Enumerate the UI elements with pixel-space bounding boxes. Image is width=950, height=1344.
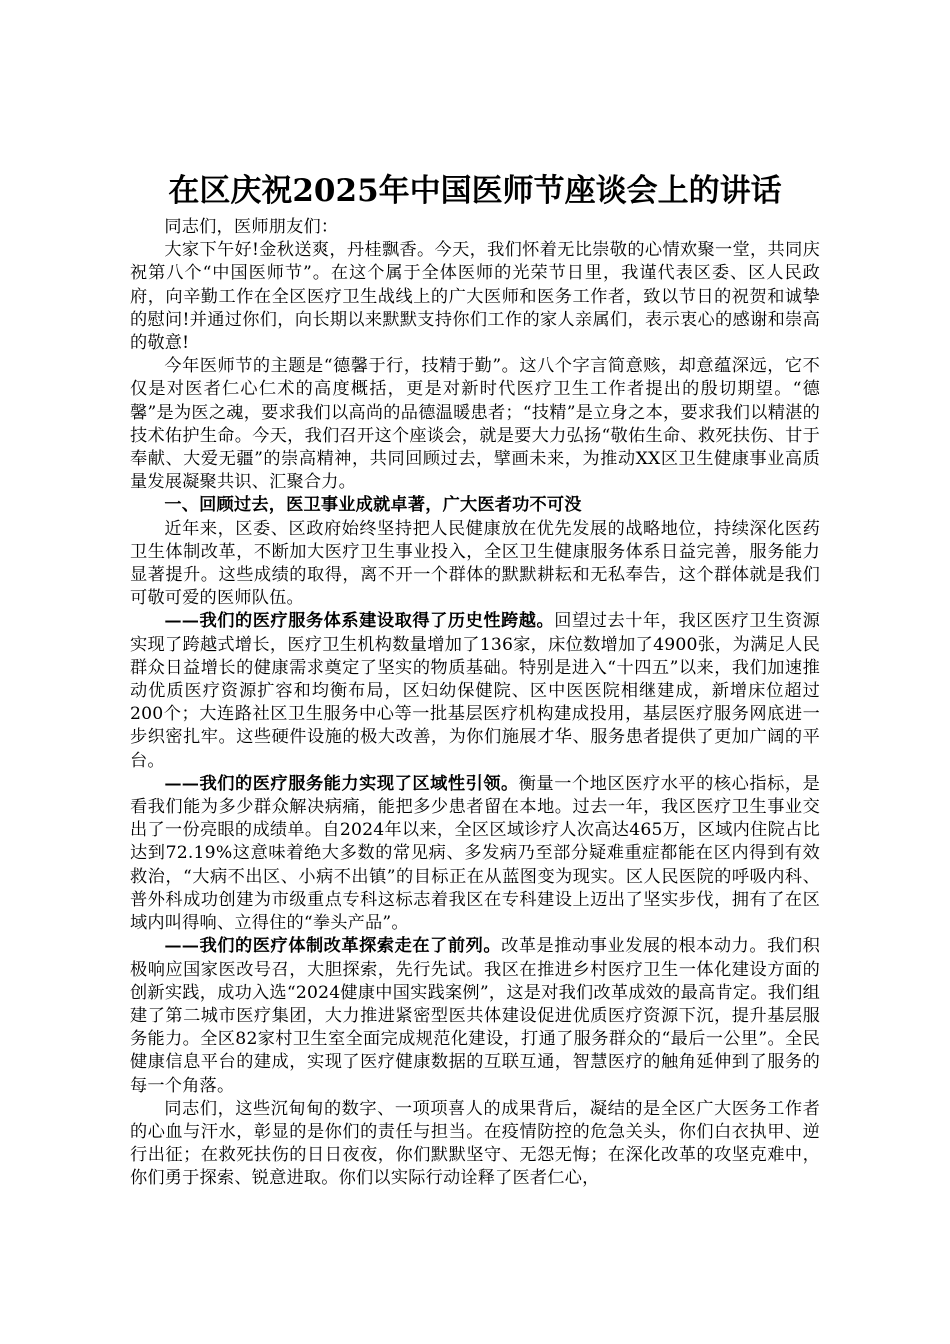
salutation: 同志们，医师朋友们： bbox=[164, 217, 339, 237]
title-suffix: 年中国医师节座谈会上的讲话 bbox=[378, 173, 782, 209]
paragraph-reform bbox=[130, 935, 820, 1097]
paragraph-service-system bbox=[130, 610, 820, 772]
paragraph-tribute: 同志们，这些沉甸甸的数字、一项项喜人的成果背后，凝结的是全区广大医务工作者的心血与汗水，彰显的是你们的责任与担当。在疫情防控的危急关头，你们白衣执甲、逆行出征；在救死扶伤的日日夜夜，你们默默坚守、无怨无悔；在深化改革的攻坚克难中，你们勇于探索、锐意进取。你们以实际行动诠释了医者仁心， bbox=[130, 1098, 820, 1189]
paragraph-overview: 近年来，区委、区政府始终坚持把人民健康放在优先发展的战略地位，持续深化医药卫生体制改革，不断加大医疗卫生事业投入，全区卫生健康服务体系日益完善，服务能力显著提升。这些成绩的取得，离不开一个群体的默默耕耘和无私奉告，这个群体就是我们可敬可爱的医师队伍。 bbox=[130, 518, 820, 609]
lead-reform: ——我们的医疗体制改革探索走在了前列。 bbox=[164, 936, 502, 957]
lead-service-capacity: ——我们的医疗服务能力实现了区域性引领。 bbox=[164, 773, 519, 794]
title-year: 2025 bbox=[292, 173, 379, 209]
paragraph-service-capacity bbox=[130, 773, 820, 935]
section-heading-1: 一、回顾过去，医卫事业成就卓著，广大医者功不可没 bbox=[164, 495, 582, 516]
document-page bbox=[130, 170, 820, 1191]
body-service-capacity: 衡量一个地区医疗水平的核心指标，是看我们能为多少群众解决病痛，能把多少患者留在本地。过去一年，我区医疗卫生事业交出了一份亮眼的成绩单。自2024年以来，全区区域诊疗人次高达465万，区域内住院占比达到72.19%这意味着绝大多数的常见病、多发病乃至部分疑难重症都能在区内得到有效救治，“大病不出区、小病不出镇”的目标正在从蓝图变为现实。区人民医院的呼吸内科、普外科成功创建为市级重点专科这标志着我区在专科建设上迈出了坚实步伐，拥有了在区域内叫得响、立得住的“拳头产品”。 bbox=[130, 773, 820, 934]
paragraph-theme: 今年医师节的主题是“德馨于行，技精于勤”。这八个字言简意赅，却意蕴深远，它不仅是对医者仁心仁术的高度概括，更是对新时代医疗卫生工作者提出的殷切期望。“德馨”是为医之魂，要求我们以高尚的品德温暖患者；“技精”是立身之本，要求我们以精湛的技术佑护生命。今天，我们召开这个座谈会，就是要大力弘扬“敬佑生命、救死扶伤、甘于奉献、大爱无疆”的崇高精神，共同回顾过去，擘画未来，为推动XX区卫生健康事业高质量发展凝聚共识、汇聚合力。 bbox=[130, 356, 820, 493]
lead-service-system: ——我们的医疗服务体系建设取得了历史性跨越。 bbox=[164, 611, 555, 632]
document-title bbox=[130, 170, 820, 212]
paragraph-greeting: 大家下午好!金秋送爽，丹桂飘香。今天，我们怀着无比崇敬的心情欢聚一堂，共同庆祝第八个“中国医师节”。在这个属于全体医师的光荣节日里，我谨代表区委、区人民政府，向辛勤工作在全区医疗卫生战线上的广大医师和医务工作者，致以节日的祝贺和诚挚的慰问!并通过你们，向长期以来默默支持你们工作的家人亲属们，表示衷心的感谢和崇高的敬意! bbox=[130, 240, 820, 354]
title-prefix: 在区庆祝 bbox=[168, 173, 293, 209]
body-service-system: 回望过去十年，我区医疗卫生资源实现了跨越式增长，医疗卫生机构数量增加了136家，床位数增加了4900张，为满足人民群众日益增长的健康需求奠定了坚实的物质基础。特别是进入“十四五”以来，我们加速推动优质医疗资源扩容和均衡布局，区妇幼保健院、区中医医院相继建成，新增床位超过200个；大连路社区卫生服务中心等一批基层医疗机构建成投用，基层医疗服务网底进一步织密扎牢。这些硬件设施的极大改善，为你们施展才华、服务患者提供了更加广阔的平台。 bbox=[130, 611, 820, 771]
body-reform: 改革是推动事业发展的根本动力。我们积极响应国家医改号召，大胆探索，先行先试。我区在推进乡村医疗卫生一体化建设方面的创新实践，成功入选“2024健康中国实践案例”，这是对我们改革成效的最高肯定。我们组建了第二城市医疗集团，大力推进紧密型医共体建设促进优质医疗资源下沉，提升基层服务能力。全区82家村卫生室全面完成规范化建设，打通了服务群众的“最后一公里”。全民健康信息平台的建成，实现了医疗健康数据的互联互通，智慧医疗的触角延伸到了服务的每一个角落。 bbox=[130, 936, 820, 1096]
